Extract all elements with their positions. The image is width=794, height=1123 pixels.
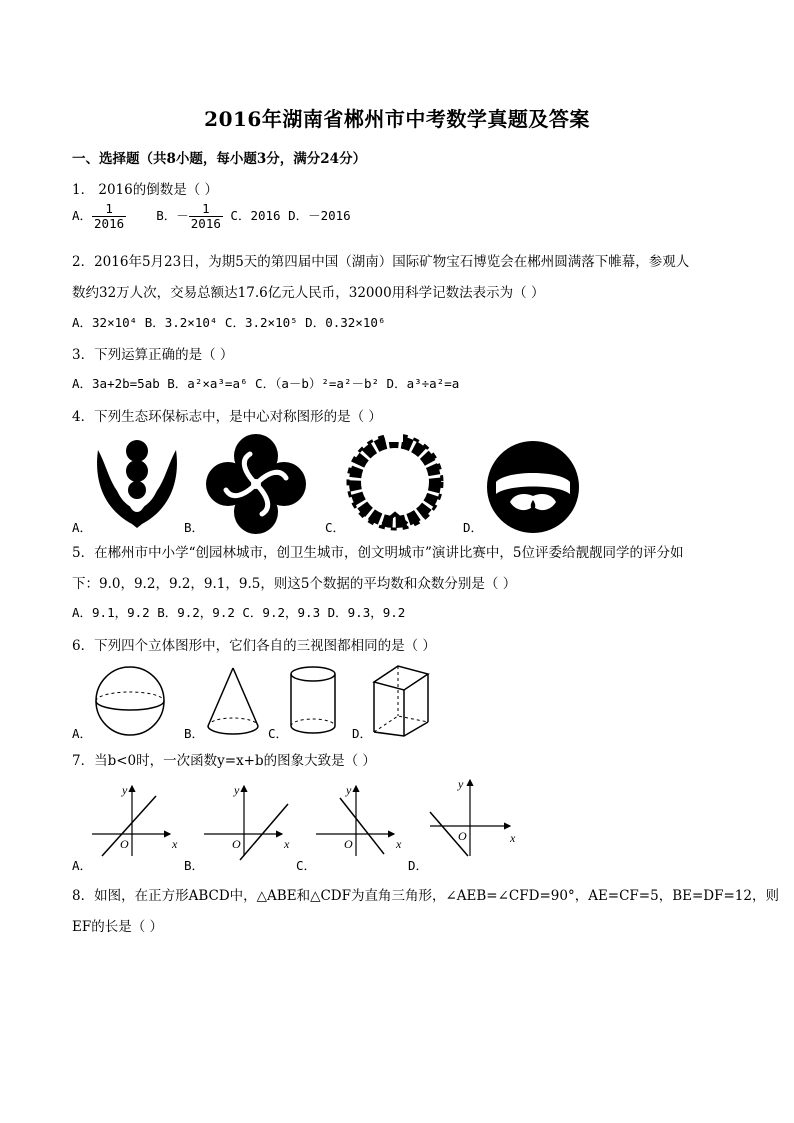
cylinder-icon bbox=[288, 664, 338, 736]
q1-b-numerator: 1 bbox=[202, 201, 210, 216]
q1-option-b-fraction bbox=[189, 202, 223, 231]
eco-logo-flower-icon bbox=[204, 432, 308, 536]
q1-options-cd: C．2016 D．－2016 bbox=[230, 208, 351, 223]
q2-line2: 数约32万人次，交易总额达17.6亿元人民币，32000用科学记数法表示为（ ） bbox=[72, 285, 545, 301]
q7-label-d: D． bbox=[408, 858, 429, 873]
q1-option-b-label: B．－ bbox=[156, 208, 189, 223]
section-heading: 一、选择题（共8小题，每小题3分，满分24分） bbox=[72, 151, 367, 167]
q6-label-d: D． bbox=[352, 726, 373, 741]
eco-logo-tulip-icon bbox=[92, 438, 182, 533]
q6-stem: 6．下列四个立体图形中，它们各自的三视图都相同的是（ ） bbox=[72, 638, 436, 654]
page-title: 2016年湖南省郴州市中考数学真题及答案 bbox=[204, 107, 590, 131]
graph-c-x-label: x bbox=[396, 837, 402, 851]
q3-stem: 3．下列运算正确的是（ ） bbox=[72, 347, 234, 363]
graph-d bbox=[428, 776, 524, 858]
q6-label-c: C． bbox=[268, 726, 289, 741]
q1-stem: 1． 2016的倒数是（ ） bbox=[72, 182, 219, 198]
q7-label-b: B． bbox=[184, 858, 205, 873]
sphere-icon bbox=[92, 664, 168, 738]
q7-stem: 7．当b<0时，一次函数y=x+b的图象大致是（ ） bbox=[72, 753, 376, 769]
q7-label-c: C． bbox=[296, 858, 317, 873]
q1-a-numerator: 1 bbox=[105, 201, 113, 216]
q6-label-a: A． bbox=[72, 726, 93, 741]
q1-b-denominator: 2016 bbox=[190, 216, 221, 231]
graph-a-origin: O bbox=[120, 837, 129, 851]
eco-logo-wreath-icon bbox=[343, 432, 447, 534]
q4-label-a: A． bbox=[72, 520, 93, 535]
graph-d-y-label: y bbox=[458, 777, 464, 791]
q1-options bbox=[72, 202, 351, 231]
cone-icon bbox=[205, 666, 261, 736]
graph-c-y-label: y bbox=[346, 783, 352, 797]
q3-options: A．3a+2b=5ab B．a²×a³=a⁶ C．（a－b）²=a²－b² D．a³÷a²=a bbox=[72, 376, 460, 391]
q4-stem: 4．下列生态环保标志中，是中心对称图形的是（ ） bbox=[72, 409, 382, 425]
q1-a-denominator: 2016 bbox=[94, 216, 125, 231]
graph-c-origin: O bbox=[344, 837, 353, 851]
graph-b-x-label: x bbox=[284, 837, 290, 851]
q4-label-b: B． bbox=[184, 520, 205, 535]
graph-a bbox=[90, 780, 186, 858]
q5-options: A．9.1，9.2 B．9.2，9.2 C．9.2，9.3 D．9.3，9.2 bbox=[72, 605, 406, 620]
graph-d-origin: O bbox=[458, 829, 467, 843]
q2-line1: 2．2016年5月23日，为期5天的第四届中国（湖南）国际矿物宝石博览会在郴州圆满落下帷幕，参观人 bbox=[72, 254, 690, 270]
q7-label-a: A． bbox=[72, 858, 93, 873]
q8-line2: EF的长是（ ） bbox=[72, 919, 164, 935]
q4-label-d: D． bbox=[463, 520, 484, 535]
q5-line2: 下：9.0，9.2，9.2，9.1，9.5，则这5个数据的平均数和众数分别是（ ） bbox=[72, 576, 517, 592]
graph-a-y-label: y bbox=[122, 783, 128, 797]
q5-line1: 5．在郴州市中小学“创园林城市，创卫生城市，创文明城市”演讲比赛中，5位评委给靓靓同学的评分如 bbox=[72, 545, 684, 561]
graph-b-y-label: y bbox=[234, 783, 240, 797]
graph-d-x-label: x bbox=[510, 831, 516, 845]
q6-label-b: B． bbox=[184, 726, 205, 741]
q8-line1: 8．如图，在正方形ABCD中，△ABE和△CDF为直角三角形，∠AEB=∠CFD=90°，AE=CF=5，BE=DF=12，则 bbox=[72, 888, 779, 904]
graph-b-origin: O bbox=[232, 837, 241, 851]
graph-c bbox=[314, 780, 410, 858]
eco-logo-leaf-circle-icon bbox=[486, 440, 580, 534]
graph-b bbox=[202, 780, 298, 858]
q4-label-c: C． bbox=[325, 520, 346, 535]
prism-icon bbox=[370, 664, 432, 738]
q1-option-a-label: A． bbox=[72, 208, 93, 223]
q1-option-a-fraction bbox=[92, 202, 126, 231]
graph-a-x-label: x bbox=[172, 837, 178, 851]
q2-options: A．32×10⁴ B．3.2×10⁴ C．3.2×10⁵ D．0.32×10⁶ bbox=[72, 315, 386, 330]
